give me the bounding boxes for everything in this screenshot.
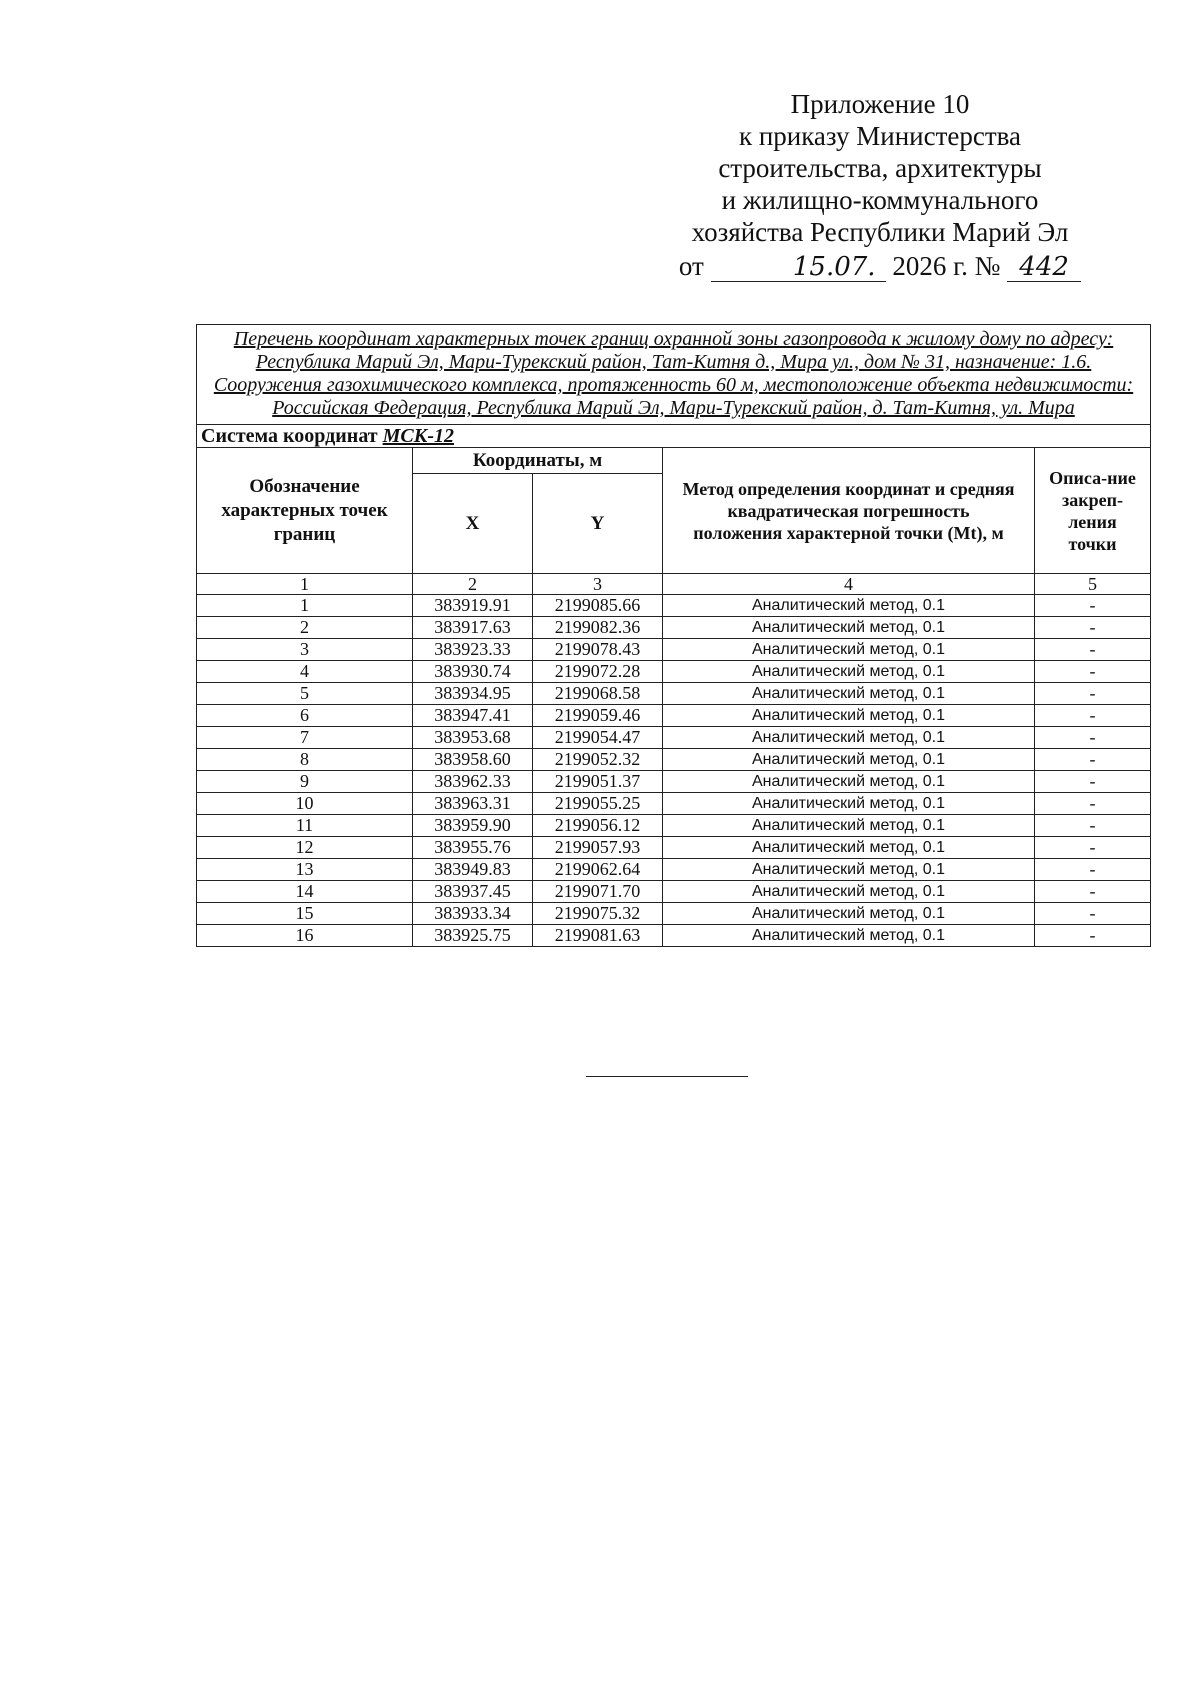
description-cell: - [1035,881,1151,903]
table-row [197,815,1151,837]
x-cell: 383959.90 [413,815,533,837]
y-cell: 2199068.58 [533,683,663,705]
x-cell: 383923.33 [413,639,533,661]
y-cell: 2199059.46 [533,705,663,727]
method-cell: Аналитический метод, 0.1 [663,617,1035,639]
method-cell: Аналитический метод, 0.1 [663,749,1035,771]
description-cell: - [1035,639,1151,661]
method-cell: Аналитический метод, 0.1 [663,837,1035,859]
y-cell: 2199072.28 [533,661,663,683]
method-cell: Аналитический метод, 0.1 [663,595,1035,617]
date-prefix: от [678,251,704,281]
order-date-line [640,250,1120,282]
description-cell: - [1035,705,1151,727]
header-line: хозяйства Республики Марий Эл [691,217,1069,247]
x-cell: 383917.63 [413,617,533,639]
coordinates-table [196,324,1151,947]
header-description: Описа-ние закреп-ления точки [1035,448,1151,574]
table-title: Перечень координат характерных точек границ охранной зоны газопровода к жилому дому по адресу: Республика Марий Эл, Мари-Турекский район, Тат-Китня д., Мира ул., дом № 31, назначение: 1.6. Сооружения газохимического комплекса, протяженность 60 м, местоположение объекта недвижимости: Российская Федерация, Республика Марий Эл, Мари-Турекский район, д. Тат-Китня, ул. Мира [197,325,1151,425]
order-date-handwritten: 15.07. [711,253,886,282]
header-method: Метод определения координат и средняя квадратическая погрешность положения характерной точки (Mt), м [663,448,1035,574]
method-cell: Аналитический метод, 0.1 [663,661,1035,683]
x-cell: 383963.31 [413,793,533,815]
table-row [197,925,1151,947]
y-cell: 2199085.66 [533,595,663,617]
header-line: и жилищно-коммунального [721,185,1039,215]
x-cell: 383919.91 [413,595,533,617]
y-cell: 2199056.12 [533,815,663,837]
table-row [197,903,1151,925]
point-cell: 2 [197,617,413,639]
method-cell: Аналитический метод, 0.1 [663,903,1035,925]
header-line: к приказу Министерства [738,121,1022,151]
x-cell: 383955.76 [413,837,533,859]
point-cell: 3 [197,639,413,661]
point-cell: 1 [197,595,413,617]
y-cell: 2199052.32 [533,749,663,771]
x-cell: 383949.83 [413,859,533,881]
x-cell: 383953.68 [413,727,533,749]
coordinate-system-row [197,425,1151,448]
x-cell: 383947.41 [413,705,533,727]
point-cell: 12 [197,837,413,859]
table-row [197,727,1151,749]
point-cell: 11 [197,815,413,837]
description-cell: - [1035,837,1151,859]
x-cell: 383925.75 [413,925,533,947]
column-number-row [197,574,1151,595]
method-cell: Аналитический метод, 0.1 [663,639,1035,661]
y-cell: 2199057.93 [533,837,663,859]
table-row [197,771,1151,793]
column-number: 2 [413,574,533,595]
y-cell: 2199062.64 [533,859,663,881]
point-cell: 6 [197,705,413,727]
point-cell: 13 [197,859,413,881]
x-cell: 383934.95 [413,683,533,705]
description-cell: - [1035,925,1151,947]
y-cell: 2199051.37 [533,771,663,793]
method-cell: Аналитический метод, 0.1 [663,683,1035,705]
x-cell: 383958.60 [413,749,533,771]
table-row [197,683,1151,705]
method-cell: Аналитический метод, 0.1 [663,705,1035,727]
table-row [197,617,1151,639]
y-cell: 2199075.32 [533,903,663,925]
point-cell: 10 [197,793,413,815]
point-cell: 16 [197,925,413,947]
description-cell: - [1035,727,1151,749]
header-line: строительства, архитектуры [718,153,1042,183]
table-body [197,595,1151,947]
point-cell: 5 [197,683,413,705]
point-cell: 15 [197,903,413,925]
column-number: 5 [1035,574,1151,595]
column-number: 1 [197,574,413,595]
point-cell: 4 [197,661,413,683]
description-cell: - [1035,617,1151,639]
column-number: 4 [663,574,1035,595]
y-cell: 2199054.47 [533,727,663,749]
table-row [197,705,1151,727]
description-cell: - [1035,859,1151,881]
header-y: Y [533,474,663,574]
column-number: 3 [533,574,663,595]
y-cell: 2199055.25 [533,793,663,815]
y-cell: 2199078.43 [533,639,663,661]
description-cell: - [1035,815,1151,837]
header-point: Обозначение характерных точек границ [197,448,413,574]
description-cell: - [1035,903,1151,925]
table-row [197,639,1151,661]
description-cell: - [1035,771,1151,793]
x-cell: 383962.33 [413,771,533,793]
method-cell: Аналитический метод, 0.1 [663,815,1035,837]
description-cell: - [1035,793,1151,815]
x-cell: 383930.74 [413,661,533,683]
table-row [197,881,1151,903]
coordinate-system-label: Система координат [201,425,378,447]
table-row [197,595,1151,617]
point-cell: 9 [197,771,413,793]
y-cell: 2199082.36 [533,617,663,639]
y-cell: 2199081.63 [533,925,663,947]
appendix-header [640,88,1120,282]
point-cell: 14 [197,881,413,903]
method-cell: Аналитический метод, 0.1 [663,859,1035,881]
method-cell: Аналитический метод, 0.1 [663,771,1035,793]
end-rule [586,1076,748,1077]
method-cell: Аналитический метод, 0.1 [663,793,1035,815]
point-cell: 8 [197,749,413,771]
description-cell: - [1035,595,1151,617]
x-cell: 383937.45 [413,881,533,903]
x-cell: 383933.34 [413,903,533,925]
header-x: X [413,474,533,574]
date-suffix: 2026 г. № [892,251,1001,281]
header-coordinates: Координаты, м [413,448,663,474]
coordinate-system-name: МСК-12 [382,425,454,447]
table-row [197,661,1151,683]
table-row [197,859,1151,881]
point-cell: 7 [197,727,413,749]
table-row [197,793,1151,815]
description-cell: - [1035,749,1151,771]
description-cell: - [1035,683,1151,705]
header-line: Приложение 10 [790,89,970,119]
order-number-handwritten: 442 [1007,253,1081,282]
method-cell: Аналитический метод, 0.1 [663,925,1035,947]
method-cell: Аналитический метод, 0.1 [663,881,1035,903]
table-row [197,749,1151,771]
method-cell: Аналитический метод, 0.1 [663,727,1035,749]
y-cell: 2199071.70 [533,881,663,903]
description-cell: - [1035,661,1151,683]
table-row [197,837,1151,859]
